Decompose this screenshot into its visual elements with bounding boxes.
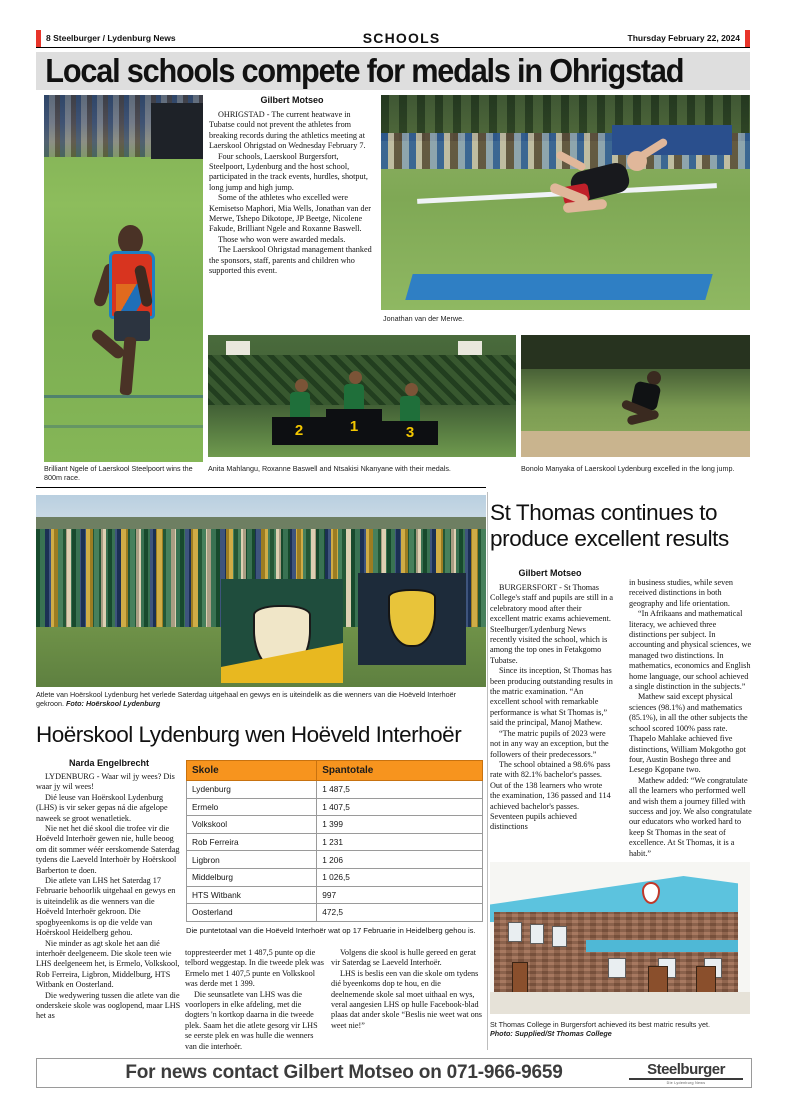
paragraph: “In Afrikaans and mathematical literacy, we achieved three distinctions per subject. In accounting and physical sciences, we managed two distinctions. In mathematics, economics and English home language, our school achieved a single distinction in the subjects.” [629, 609, 752, 692]
hoerskool-byline-wrap [36, 758, 182, 773]
caption-text: St Thomas College in Burgersfort achieved its best matric results yet. [490, 1020, 710, 1029]
paragraph: Dié leuse van Hoërskool Lydenburg (LHS) is vir seker gepas ná die afgelope naweek se groot wenatletiek. [36, 792, 168, 823]
table-row [187, 798, 483, 816]
photo-long-jumper-figure [617, 371, 671, 433]
table-cell-school: Ligbron [187, 851, 317, 869]
photo-long-jump [521, 335, 750, 457]
masthead-date: Thursday February 22, 2024 [627, 33, 740, 43]
table-cell-school: Oosterland [187, 904, 317, 922]
photo-jumper-figure [549, 143, 669, 239]
table-row [187, 868, 483, 886]
paragraph: Die seunsatlete van LHS was die voorlopers in elke afdeling, met die dogters 'n kortkop daarna in die tweede plek. Saam het die atlete gesorg vir LHS se eerste plek en was hulle die wenners van die interhoër. [185, 989, 318, 1051]
table-cell-total: 997 [317, 886, 483, 904]
paragraph: OHRIGSTAD - The current heatwave in Tubatse could not prevent the athletes from breaking records during the athletics meeting at Laerskool Ohrigstad on Wednesday February 7. [209, 110, 366, 151]
table-row [187, 904, 483, 922]
paragraph: Mathew said except physical sciences (98.1%) and mathematics (85.1%), in all the other subjects the school scored 100% pass rate. Thapelo Mahlake achieved five distinctions, William Mokgotho got four, Austin Boshego three and Lesego Kgopane two. [629, 692, 748, 775]
photo-sand-pit [521, 431, 750, 457]
masthead-red-tab-right [745, 30, 750, 47]
footer-contact-bar [36, 1058, 752, 1088]
hoerskool-column-2 [185, 948, 325, 1052]
photo-st-thomas-building [490, 862, 750, 1014]
paragraph: The Laerskool Ohrigstad management thanked the sponsors, staff, parents and children who supported this event. [209, 245, 372, 276]
masthead-red-tab-left [36, 30, 41, 47]
photo-door [512, 962, 528, 994]
table-cell-total: 472,5 [317, 904, 483, 922]
paragraph: Die wedywering tussen die atlete van die onderskeie skole was ooglopend, maar LHS het as [36, 990, 181, 1021]
paragraph: in business studies, while seven received distinctions in both geography and life orientation. [629, 578, 733, 608]
caption-text: Atlete van Hoërskool Lydenburg het verlede Saterdag uitgehaal en gewys en is uiteindelik as die wenners van die Hoëveld Interhoër gekroon. [36, 690, 457, 709]
table-cell-total: 1 206 [317, 851, 483, 869]
table-cell-school: HTS Witbank [187, 886, 317, 904]
photo-window [508, 922, 522, 942]
podium-block-third: 3 [382, 421, 438, 445]
photo-window [608, 958, 626, 978]
masthead-page-info: 8 Steelburger / Lydenburg News [46, 33, 176, 43]
masthead-section-title: SCHOOLS [362, 30, 441, 46]
caption-long-jump: Bonolo Manyaka of Laerskool Lydenburg excelled in the long jump. [521, 464, 735, 473]
photo-medal-podium [208, 335, 516, 457]
table-cell-total: 1 026,5 [317, 868, 483, 886]
column-divider [487, 492, 488, 1050]
caption-credit: Photo: Supplied/St Thomas College [490, 1029, 612, 1039]
caption-group-photo [36, 690, 486, 708]
photo-vehicle [151, 103, 203, 159]
table-cell-school: Middelburg [187, 868, 317, 886]
lead-article-column [209, 95, 375, 277]
scores-table [186, 760, 483, 922]
masthead [36, 28, 750, 48]
table-note: Die puntetotaal van die Hoëveld Interhoër wat op 17 Februarie in Heidelberg gehou is. [186, 926, 476, 935]
lead-headline: Local schools compete for medals in Ohrigstad [45, 52, 684, 89]
photo-lane-line [44, 425, 203, 428]
paragraph: Mathew added: “We congratulate all the learners who performed well and wish them a journey filled with success and joy. We also congratulate our educators who worked hard to keep St Thomas in the seat of excellence. At St Thomas, it is a habit.” [629, 775, 752, 858]
paragraph: LHS is beslis een van die skole om tydens dié byeenkoms dop te hou, en die deelnemende skole sal moet uithaal en wys, veral aangesien LHS op hulle Facebook-blad plaas dat ander skole “Beslis nie weet wat ons weet nie!” [331, 968, 482, 1030]
paragraph: “The matric pupils of 2023 were not in any way an exception, but the followers of their predecessors.” [490, 728, 609, 759]
table-header-total: Spantotale [317, 761, 483, 781]
lead-article-body [209, 110, 375, 277]
table-cell-total: 1 407,5 [317, 798, 483, 816]
paragraph: Volgens die skool is hulle gereed en gerat vir Saterdag se Laeveld Interhoër. [331, 948, 477, 968]
table-cell-school: Ermelo [187, 798, 317, 816]
photo-high-jump [381, 95, 750, 310]
table-row [187, 886, 483, 904]
footer-logo-subtitle: Die Lydenburg News [666, 1080, 706, 1085]
table-cell-school: Lydenburg [187, 781, 317, 799]
photo-lane-line [44, 395, 203, 398]
hoerskool-column-3 [331, 948, 483, 1031]
lead-headline-banner [36, 52, 750, 90]
table-row [187, 851, 483, 869]
photo-athlete-figure [400, 383, 422, 424]
table-cell-school: Rob Ferreira [187, 833, 317, 851]
photo-school-banner-padlangs [221, 579, 343, 683]
paragraph: Those who won were awarded medals. [218, 234, 346, 244]
photo-window [530, 924, 544, 944]
table-row [187, 781, 483, 799]
photo-tree-line [521, 335, 750, 369]
paragraph: BURGERSFORT - St Thomas College's staff and pupils are still in a celebratory mood after their excellent matric exams achievement. Steelburger/Lydenburg News recently visited the school, which is among the top ones in Fetakgomo Tubatse. [490, 583, 613, 665]
table-row [187, 816, 483, 834]
paragraph: Nie net het dié skool die trofee vir die Hoëveld Interhoër gewen nie, hulle beoog om dit sommer wéér eerskomende Saterdag tydens die Laeveld Interhoër by Hoërskool Barberton te doen. [36, 824, 180, 875]
table-row [187, 833, 483, 851]
hoerskool-headline: Hoërskool Lydenburg wen Hoëveld Interhoër [36, 722, 462, 747]
paragraph: Some of the athletes who excelled were Kemisetso Maphori, Mia Wells, Jonathan van der Merwe, Tshepo Dikotope, JP Beetge, Nicolene Fakude, Brilliant Ngele and Roxanne Baswell. [209, 193, 371, 234]
st-thomas-byline: Gilbert Motseo [518, 568, 582, 578]
footer-logo-name: Steelburger [647, 1060, 725, 1078]
photo-athlete-figure [290, 379, 312, 422]
photo-school-banner-secondary [358, 573, 466, 665]
table-cell-school: Volkskool [187, 816, 317, 834]
hoerskool-byline: Narda Engelbrecht [68, 758, 150, 768]
table-cell-total: 1 399 [317, 816, 483, 834]
photo-school-crest [388, 589, 436, 647]
footer-contact-text: For news contact Gilbert Motseo on 071-966-9659 [125, 1062, 563, 1083]
paragraph: Since its inception, St Thomas has been producing outstanding results in the matric examination. “An excellent school with remarkable performance is what St Thomas is,” said the principal, Manoj Mathew. [490, 666, 613, 728]
paragraph: LYDENBURG - Waar wil jy wees? Dis waar jy wil wees! [36, 772, 175, 792]
caption-credit: Foto: Hoërskool Lydenburg [65, 699, 161, 709]
paragraph: Nie minder as agt skole het aan dié interhoër deelgeneem. Die skole teen wie LHS deelgeneem het, is Ermelo, Volkskool, Rob Ferreira, Ligbron, Middelburg, HTS Witbank en Oosterland. [36, 938, 180, 990]
section-divider [36, 487, 486, 488]
st-thomas-column-2 [629, 578, 752, 859]
photo-awning [586, 940, 738, 952]
paragraph: Four schools, Laerskool Burgersfort, Steelpoort, Lydenburg and the host school, participated in the track events, hurdles, shotput, long jump and high jump. [209, 151, 368, 192]
photo-runner-800m [44, 95, 203, 462]
lead-article-byline: Gilbert Motseo [260, 95, 324, 105]
footer-logo-rule [629, 1078, 743, 1080]
table-cell-total: 1 487,5 [317, 781, 483, 799]
paragraph: Die atlete van LHS het Saterdag 17 Februarie behoorlik uitgehaal en gewys en is uiteindelik as die wenners van die Hoëveld Interhoër gekroon. Die spogbyeenkoms is op die velde van Hoërskool Heidelberg gehou. [36, 876, 176, 938]
caption-st-thomas [490, 1020, 752, 1038]
photo-paving [490, 992, 750, 1014]
masthead-rule [36, 47, 750, 48]
st-thomas-column-1 [490, 583, 613, 833]
hoerskool-column-1 [36, 772, 182, 1022]
caption-runner: Brilliant Ngele of Laerskool Steelpoort wins the 800m race. [44, 464, 193, 483]
photo-school-crest [253, 605, 311, 671]
st-thomas-byline-wrap [490, 568, 610, 583]
table-cell-total: 1 231 [317, 833, 483, 851]
paragraph: The school obtained a 98.6% pass rate with 82.1% bachelor's passes. Out of the 138 learners who wrote the examination, 136 passed and 114 achieved bachelor's passes. Seventeen pupils achieved distinctions [490, 759, 611, 832]
podium-block-first: 1 [326, 409, 382, 445]
caption-podium: Anita Mahlangu, Roxanne Baswell and Ntsakisi Nkanyane with their medals. [208, 464, 451, 473]
st-thomas-headline: St Thomas continues to produce excellent results [490, 500, 729, 551]
photo-runner-figure [96, 225, 142, 395]
caption-high-jump: Jonathan van der Merwe. [383, 314, 465, 323]
photo-bunting [226, 341, 250, 355]
footer-logo [627, 1062, 745, 1085]
photo-bunting [458, 341, 482, 355]
photo-window [552, 926, 567, 947]
table-header-school: Skole [187, 761, 317, 781]
paragraph: toppresteerder met 1 487,5 punte op die telbord weggestap. In die tweede plek was Ermelo met 1 407,5 punte en Volkskool was derde met 1 399. [185, 948, 324, 989]
table-header-row [187, 761, 483, 781]
photo-lydenburg-team [36, 495, 486, 687]
photo-landing-mat [405, 274, 712, 300]
podium-block-second: 2 [272, 417, 326, 445]
